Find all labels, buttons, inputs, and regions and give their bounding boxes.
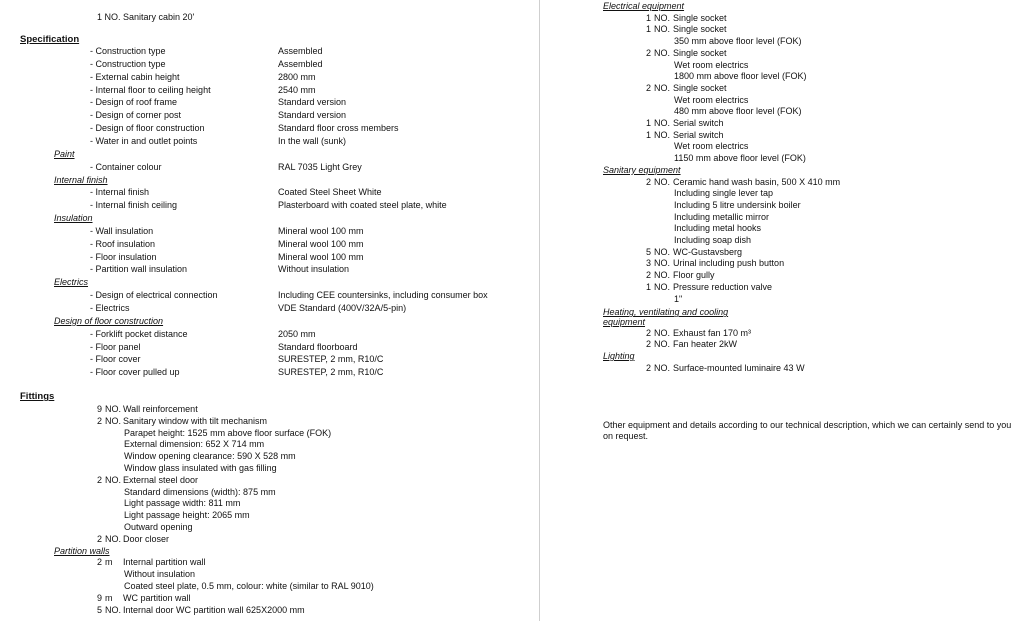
spec-label: - Internal finish ceiling (90, 200, 178, 211)
page-divider (539, 0, 540, 621)
item-unit: NO. (105, 604, 122, 615)
item-qty: 5 (645, 246, 651, 257)
item-qty: 1 (645, 118, 651, 128)
item-text: Floor gully (673, 270, 715, 281)
item-qty: 3 (645, 258, 651, 269)
item-detail: Window glass insulated with gas filling (124, 463, 277, 473)
spec-label: - Internal finish (90, 187, 150, 198)
item-detail: Light passage height: 2065 mm (124, 510, 250, 521)
spec-label: - Roof insulation (90, 238, 156, 249)
item-text: Pressure reduction valve (673, 281, 773, 292)
closing-note: Other equipment and details according to our technical description, which we can certainly send to you on request. (603, 420, 1012, 441)
item-unit: NO. (654, 327, 671, 338)
item-text: Single socket (673, 24, 727, 35)
item-detail: Outward opening (124, 522, 193, 532)
item-text: Wall reinforcement (123, 404, 198, 414)
item-text: Serial switch (673, 118, 724, 128)
item-text: Serial switch (673, 129, 724, 140)
item-unit: NO. (105, 533, 122, 544)
item-unit: NO. (654, 258, 671, 269)
item-detail: Without insulation (124, 569, 196, 580)
item-detail: Including soap dish (674, 235, 752, 245)
item-qty: 2 (96, 557, 102, 568)
item-text: Ceramic hand wash basin, 500 X 410 mm (673, 176, 841, 187)
item-unit: NO. (654, 129, 671, 140)
spec-label: - Floor panel (90, 341, 141, 352)
item-text: Single socket (673, 12, 727, 23)
spec-value: Without insulation (278, 264, 350, 275)
item-text: Internal partition wall (123, 557, 206, 568)
item-text: Surface-mounted luminaire 43 W (673, 362, 805, 373)
item-detail: 1" (674, 293, 683, 304)
spec-value: 2540 mm (278, 84, 316, 95)
item-text: Sanitary window with tilt mechanism (123, 415, 268, 426)
item-text: Single socket (673, 82, 727, 93)
partition-walls-subheading: Partition walls (54, 545, 110, 556)
spec-value: Mineral wool 100 mm (278, 251, 364, 262)
item-text: Internal door WC partition wall 625X2000 mm (123, 604, 305, 615)
spec-label: - Electrics (90, 303, 130, 313)
item-qty: 2 (645, 362, 651, 373)
spec-label: - Water in and outlet points (90, 135, 198, 146)
spec-value: Standard version (278, 97, 347, 108)
item-text: External steel door (123, 474, 199, 485)
spec-value: Assembled (278, 46, 323, 56)
item-detail: 350 mm above floor level (FOK) (674, 36, 802, 47)
item-text: WC-Gustavsberg (673, 246, 743, 257)
cabin-title: 1 NO. Sanitary cabin 20' (97, 12, 195, 22)
item-detail: 1800 mm above floor level (FOK) (674, 71, 807, 82)
item-detail: Standard dimensions (width): 875 mm (124, 486, 276, 497)
spec-label: - Internal floor to ceiling height (90, 84, 211, 95)
item-unit: NO. (654, 281, 671, 292)
spec-subheading: Insulation (54, 213, 93, 224)
spec-value: VDE Standard (400V/32A/5-pin) (278, 303, 407, 313)
item-detail: External dimension: 652 X 714 mm (124, 439, 265, 450)
item-detail: Window opening clearance: 590 X 528 mm (124, 451, 296, 462)
item-detail: 1150 mm above floor level (FOK) (674, 153, 806, 164)
spec-label: - External cabin height (90, 71, 180, 82)
item-detail: Wet room electrics (674, 141, 749, 152)
item-unit: NO. (105, 404, 122, 414)
item-qty: 2 (96, 415, 102, 426)
item-detail: Wet room electrics (674, 59, 749, 70)
spec-label: - Container colour (90, 161, 162, 172)
item-qty: 1 (645, 129, 651, 140)
item-unit: NO. (105, 474, 122, 485)
item-unit: NO. (654, 118, 671, 128)
item-qty: 9 (96, 404, 102, 414)
item-detail: Including 5 litre undersink boiler (674, 199, 801, 210)
spec-value: Standard version (278, 110, 347, 121)
spec-label: - Forklift pocket distance (90, 328, 188, 339)
item-qty: 2 (96, 533, 102, 544)
item-detail: Including metal hooks (674, 223, 762, 234)
spec-value: Assembled (278, 58, 323, 69)
spec-value: SURESTEP, 2 mm, R10/C (278, 367, 384, 378)
item-detail: Including metallic mirror (674, 211, 770, 222)
item-detail: 480 mm above floor level (FOK) (674, 106, 802, 117)
item-qty: 1 (645, 281, 651, 292)
item-qty: 2 (645, 176, 651, 187)
item-qty: 2 (645, 327, 651, 338)
sanitary-equipment-subheading: Sanitary equipment (603, 164, 681, 175)
item-unit: NO. (654, 82, 671, 93)
spec-subheading: Paint (54, 148, 75, 159)
item-unit: NO. (654, 246, 671, 257)
item-unit: NO. (654, 339, 671, 350)
spec-value: Coated Steel Sheet White (278, 187, 382, 198)
specification-heading: Specification (20, 34, 80, 45)
item-qty: 1 (645, 12, 651, 23)
item-unit: NO. (105, 415, 122, 426)
item-unit: NO. (654, 270, 671, 281)
item-qty: 5 (96, 604, 102, 615)
item-qty: 2 (96, 474, 102, 485)
item-unit: NO. (654, 24, 671, 35)
spec-value: SURESTEP, 2 mm, R10/C (278, 354, 384, 365)
spec-value: Including CEE countersinks, including consumer box (278, 290, 488, 301)
item-text: Fan heater 2kW (673, 339, 738, 350)
item-text: Urinal including push button (673, 258, 785, 269)
spec-value: RAL 7035 Light Grey (278, 161, 362, 172)
item-unit: NO. (654, 12, 671, 23)
spec-value: Mineral wool 100 mm (278, 225, 364, 236)
item-qty: 2 (645, 82, 651, 93)
item-text: Door closer (123, 533, 170, 544)
spec-label: - Partition wall insulation (90, 264, 188, 275)
item-qty: 9 (96, 592, 102, 603)
item-detail: Including single lever tap (674, 188, 774, 199)
item-text: Exhaust fan 170 m³ (673, 327, 752, 338)
item-qty: 1 (645, 24, 651, 35)
item-detail: Wet room electrics (674, 94, 749, 105)
right-page (541, 0, 1024, 621)
item-qty: 2 (645, 339, 651, 350)
spec-label: - Design of electrical connection (90, 290, 218, 301)
spec-label: - Floor cover (90, 354, 141, 365)
hvac-subheading: Heating, ventilating and cooling (603, 307, 729, 318)
electrical-equipment-subheading: Electrical equipment (603, 1, 685, 11)
spec-label: - Design of corner post (90, 110, 182, 121)
spec-value: In the wall (sunk) (278, 135, 347, 146)
spec-subheading: Design of floor construction (54, 315, 164, 326)
item-detail: Parapet height: 1525 mm above floor surface (FOK) (124, 427, 332, 438)
item-detail: Coated steel plate, 0.5 mm, colour: white (similar to RAL 9010) (124, 581, 374, 591)
spec-value: Mineral wool 100 mm (278, 238, 364, 249)
hvac-subheading-cont: equipment (603, 316, 646, 327)
spec-value: Standard floor cross members (278, 123, 399, 134)
spec-subheading: Electrics (54, 277, 89, 288)
spec-value: 2050 mm (278, 328, 316, 339)
item-qty: 2 (645, 47, 651, 58)
item-text: WC partition wall (123, 592, 191, 603)
item-text: Single socket (673, 47, 727, 58)
item-unit: NO. (654, 47, 671, 58)
spec-value: 2800 mm (278, 71, 316, 82)
spec-value: Standard floorboard (278, 341, 358, 352)
item-detail: Light passage width: 811 mm (124, 498, 241, 509)
spec-value: Plasterboard with coated steel plate, white (278, 200, 447, 211)
spec-label: - Design of floor construction (90, 123, 205, 134)
item-unit: NO. (654, 362, 671, 373)
spec-subheading: Internal finish (54, 174, 108, 185)
item-unit: m (105, 592, 113, 603)
spec-label: - Floor cover pulled up (90, 367, 180, 378)
item-unit: NO. (654, 176, 671, 187)
fittings-heading: Fittings (20, 391, 55, 402)
item-qty: 2 (645, 270, 651, 281)
spec-label: - Floor insulation (90, 251, 157, 262)
item-unit: m (105, 557, 113, 568)
lighting-subheading: Lighting (603, 351, 635, 361)
spec-label: - Construction type (90, 46, 166, 56)
spec-label: - Construction type (90, 58, 166, 69)
spec-label: - Design of roof frame (90, 97, 178, 108)
spec-label: - Wall insulation (90, 225, 154, 236)
